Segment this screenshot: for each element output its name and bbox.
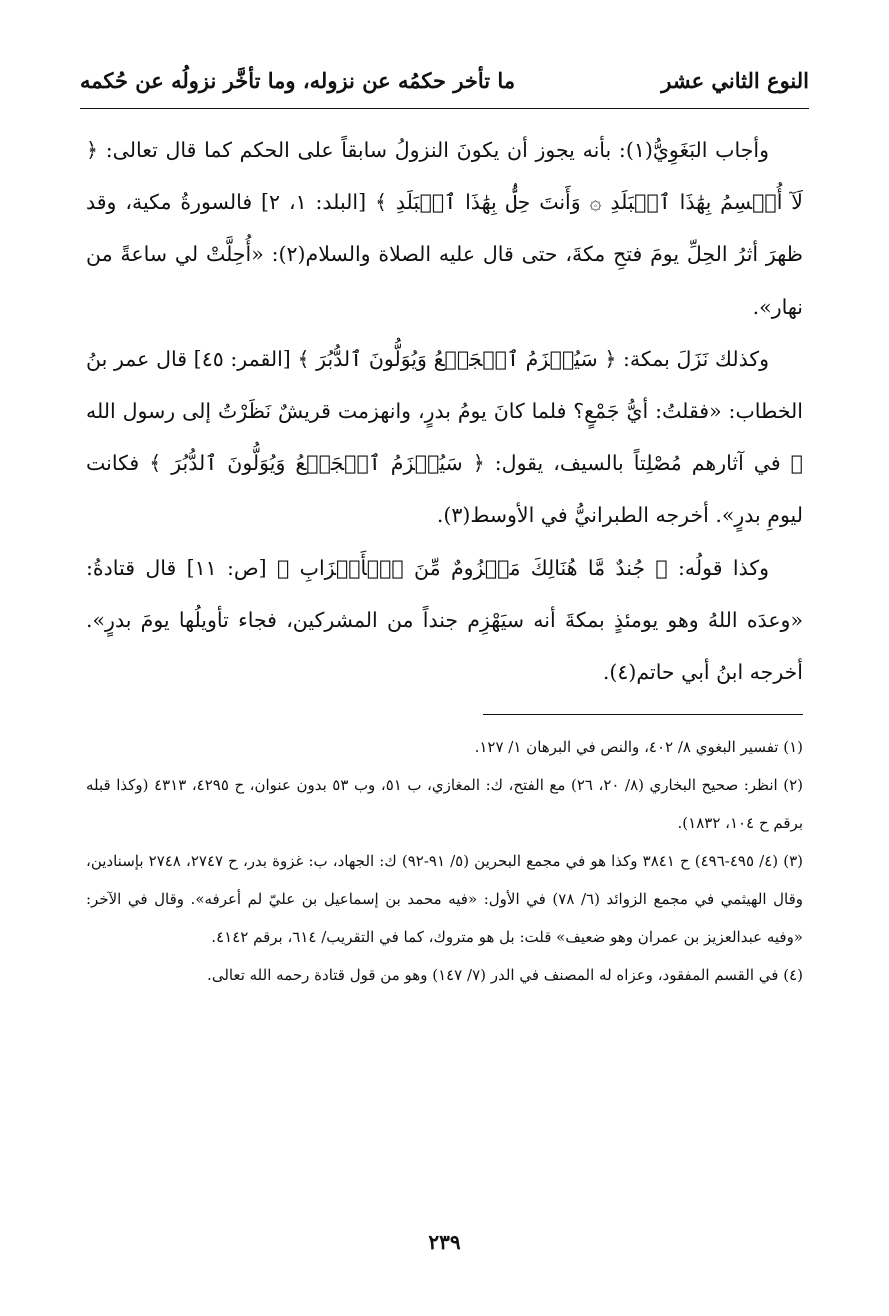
header-chapter-title: ما تأخر حكمُه عن نزوله، وما تأخَّر نزولُه عن حُكمه xyxy=(80,67,516,93)
paragraph: وأجاب البَغَوِيُّ(١): بأنه يجوز أن يكونَ النزولُ سابقاً على الحكم كما قال تعالى: ﴿ لَآ أُقۡسِمُ بِهَٰذَا ٱلۡبَلَدِ ۞ وَأَنتَ حِلُّۢ بِهَٰذَا ٱلۡبَلَدِ ﴾ [البلد: ١، ٢] فالسورةُ مكية، وقد ظهرَ أثرُ الحِلِّ يومَ فتحِ مكةَ، حتى قال عليه الصلاة والسلام(٢): «أُحِلَّتْ لي ساعةً من نهار». xyxy=(86,138,803,319)
page-number: ٢٣٩ xyxy=(428,1230,461,1254)
footnote-separator xyxy=(483,714,803,715)
header-rule xyxy=(80,108,809,109)
footnote: (٣) (٤/ ٤٩٥-٤٩٦) ح ٣٨٤١ وكذا هو في مجمع البحرين (٥/ ٩١-٩٢) ك: الجهاد، ب: غزوة بدر، ح ٢٧٤٧، ٢٧٤٨ بإسنادين، وقال الهيثمي في مجمع الزوائد (٦/ ٧٨) في الأول: «فيه محمد بن إسماعيل بن عليّ لم أعرفه». وقال في الآخر: «وفيه عبدالعزيز بن عمران وهو ضعيف» قلت: بل هو متروك، كما في التقريب/ ٦١٤، برقم ٤١٤٢. xyxy=(86,852,803,946)
footnotes xyxy=(86,728,803,994)
footnote: (٢) انظر: صحيح البخاري (٨/ ٢٠، ٢٦) مع الفتح، ك: المغازي، ب ٥١، وب ٥٣ بدون عنوان، ح ٤٢٩٥، ٤٣١٣ (وكذا قبله برقم ح ١٠٤، ١٨٣٢). xyxy=(86,776,803,832)
paragraph: وكذا قولُه: ﴿ جُندٌ مَّا هُنَالِكَ مَهۡزُومٌ مِّنَ ٱلۡأَحۡزَابِ ﴾ [ص: ١١] قال قتادةُ: «وعدَه اللهُ وهو يومئذٍ بمكةَ أنه سيَهْزِم جنداً من المشركين، فجاء تأويلُها يومَ بدرٍ». أخرجه ابنُ أبي حاتم(٤). xyxy=(86,555,803,685)
header-section-title: النوع الثاني عشر xyxy=(661,67,809,93)
running-header xyxy=(80,58,809,102)
footnote: (٤) في القسم المفقود، وعزاه له المصنف في الدر (٧/ ١٤٧) وهو من قول قتادة رحمه الله تعالى. xyxy=(207,966,803,984)
main-text xyxy=(86,124,803,698)
footnote: (١) تفسير البغوي ٨/ ٤٠٢، والنص في البرهان ١/ ١٢٧. xyxy=(474,738,803,756)
paragraph: وكذلك نَزَلَ بمكة: ﴿ سَيُهۡزَمُ ٱلۡجَمۡعُ وَيُوَلُّونَ ٱلدُّبُرَ ﴾ [القمر: ٤٥] قال عمر بنُ الخطاب: «فقلتُ: أيُّ جَمْعٍ؟ فلما كانَ يومُ بدرٍ، وانهزمت قريشٌ نَظَرْتُ إلى رسول الله ﷺ في آثارهم مُصْلِتاً بالسيف، يقول: ﴿ سَيُهۡزَمُ ٱلۡجَمۡعُ وَيُوَلُّونَ ٱلدُّبُرَ ﴾ فكانت ليومِ بدرٍ». أخرجه الطبرانيُّ في الأوسط(٣). xyxy=(86,346,803,528)
